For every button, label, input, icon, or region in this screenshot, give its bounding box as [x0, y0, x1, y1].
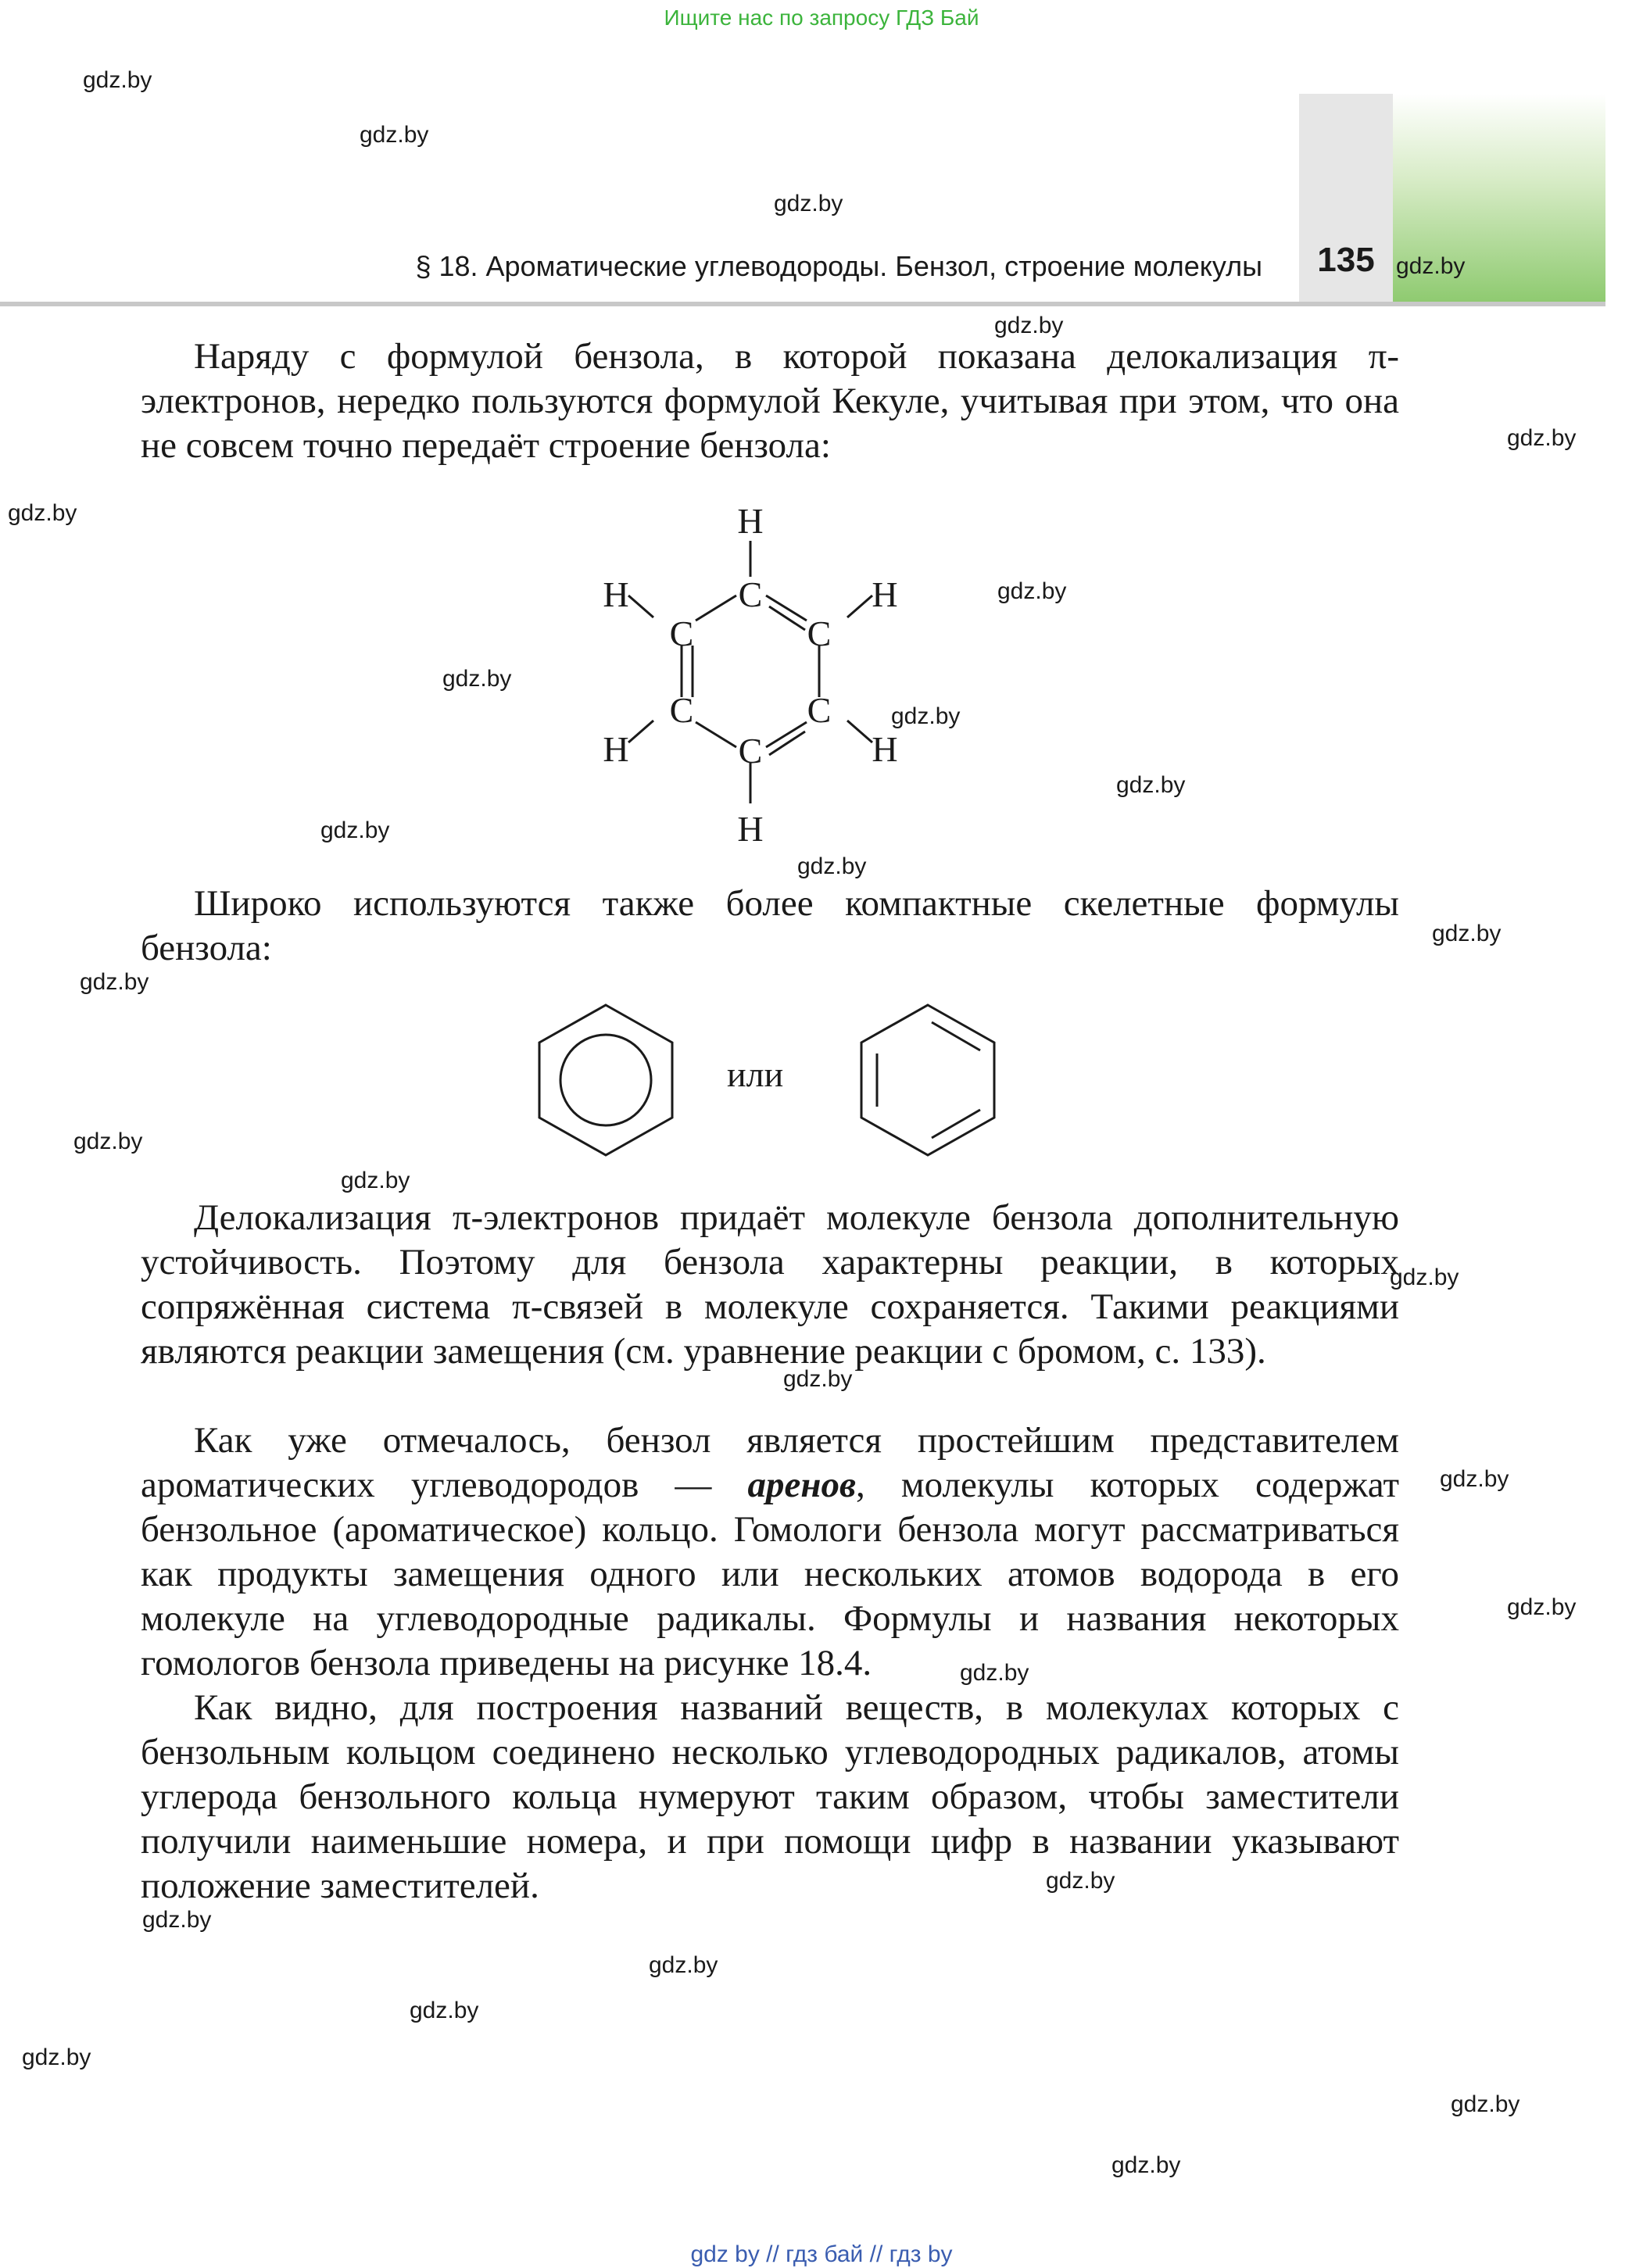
- watermark: gdz.by: [1440, 1466, 1509, 1492]
- watermark: gdz.by: [1111, 2152, 1181, 2178]
- atom-c3: C: [669, 690, 694, 730]
- atom-h-top-left: H: [603, 574, 629, 614]
- watermark: gdz.by: [774, 191, 843, 216]
- skeletal-formula-kekule: [854, 999, 1002, 1163]
- running-header: § 18. Ароматические углеводороды. Бензол, строение молекулы: [415, 250, 1262, 282]
- or-connector: или: [727, 1054, 784, 1094]
- watermark: gdz.by: [410, 1998, 479, 2023]
- paragraph-4: [141, 1418, 1399, 1686]
- watermark: gdz.by: [341, 1168, 410, 1193]
- kekule-formula-diagram: [578, 492, 938, 860]
- watermark: gdz.by: [797, 853, 867, 879]
- watermark: gdz.by: [1507, 425, 1577, 451]
- watermark: gdz.by: [22, 2044, 91, 2070]
- watermark: gdz.by: [994, 313, 1064, 338]
- paragraph-2-text: Широко используются также более компактные скелетные формулы бензола:: [141, 883, 1399, 968]
- top-banner-link[interactable]: Ищите нас по запросу ГДЗ Бай: [664, 5, 979, 30]
- watermark: gdz.by: [80, 969, 149, 995]
- watermark: gdz.by: [360, 122, 429, 148]
- watermark: gdz.by: [1046, 1868, 1115, 1894]
- watermark: gdz.by: [83, 67, 152, 93]
- paragraph-1: [141, 334, 1399, 468]
- bottom-banner-link[interactable]: gdz by // гдз бай // гдз by: [690, 2241, 953, 2267]
- paragraph-2: [141, 882, 1399, 971]
- watermark: gdz.by: [73, 1129, 143, 1154]
- watermark: gdz.by: [8, 500, 77, 526]
- watermark: gdz.by: [442, 666, 512, 692]
- watermark: gdz.by: [142, 1907, 212, 1933]
- paragraph-5: [141, 1686, 1399, 1908]
- term-arenes: аренов: [747, 1465, 856, 1505]
- atom-h-top-right: H: [872, 574, 898, 614]
- paragraph-1-text: Наряду с формулой бензола, в которой показана делокализация π-электронов, нередко пользуются формулой Кекуле, учитывая при этом, что она не совсем точно передаёт строение бензола:: [141, 336, 1399, 466]
- atom-c4: C: [738, 731, 763, 771]
- atom-h-bottom: H: [737, 809, 764, 849]
- watermark: gdz.by: [783, 1366, 853, 1392]
- atom-c2: C: [669, 614, 694, 653]
- atom-c1: C: [738, 574, 763, 614]
- atom-h-bottom-right: H: [872, 729, 898, 769]
- atom-h-bottom-left: H: [603, 729, 629, 769]
- paragraph-3: [141, 1196, 1399, 1374]
- paragraph-4-text-end: , молекулы которых содержат бензольное (ароматическое) кольцо. Гомологи бензола могут рассматриваться как продукты замещения одного или нескольких атомов водорода в его молекуле на углеводородные радикалы. Формулы и названия некоторых гомологов бензола приведены на рисунке 18.4.: [141, 1465, 1399, 1683]
- watermark: gdz.by: [997, 578, 1067, 604]
- paragraph-5-text: Как видно, для построения названий веществ, в молекулах которых с бензольным кольцом соединено несколько углеводородных радикалов, атомы углерода бензольного кольца нумеруют таким образом, чтобы заместители получили наименьшие номера, и при помощи цифр в названии указывают положение заместителей.: [141, 1687, 1399, 1906]
- atom-h-top: H: [737, 501, 764, 541]
- watermark: gdz.by: [1432, 921, 1502, 946]
- watermark: gdz.by: [1451, 2091, 1520, 2117]
- watermark: gdz.by: [960, 1660, 1029, 1686]
- watermark: gdz.by: [1116, 772, 1186, 798]
- watermark: gdz.by: [891, 703, 961, 729]
- watermark: gdz.by: [649, 1952, 718, 1978]
- watermark: gdz.by: [320, 817, 390, 843]
- paragraph-3-text: Делокализация π-электронов придаёт молекуле бензола дополнительную устойчивость. Поэтому для бензола характерны реакции, в которых сопряжённая система π-связей в молекуле сохраняется. Такими реакциями являются реакции замещения (см. уравнение реакции с бромом, с. 133).: [141, 1197, 1399, 1372]
- page-number: 135: [1317, 241, 1375, 279]
- watermark: gdz.by: [1507, 1594, 1577, 1620]
- watermark: gdz.by: [1396, 253, 1466, 279]
- skeletal-formula-circle: [532, 999, 680, 1163]
- paragraph-4-text-start: Как уже отмечалось, бензол является простейшим представителем ароматических углеводородов —: [141, 1420, 1399, 1505]
- header-divider: [0, 302, 1605, 306]
- atom-c5: C: [807, 690, 832, 730]
- watermark: gdz.by: [1390, 1265, 1459, 1290]
- atom-c6: C: [807, 614, 832, 653]
